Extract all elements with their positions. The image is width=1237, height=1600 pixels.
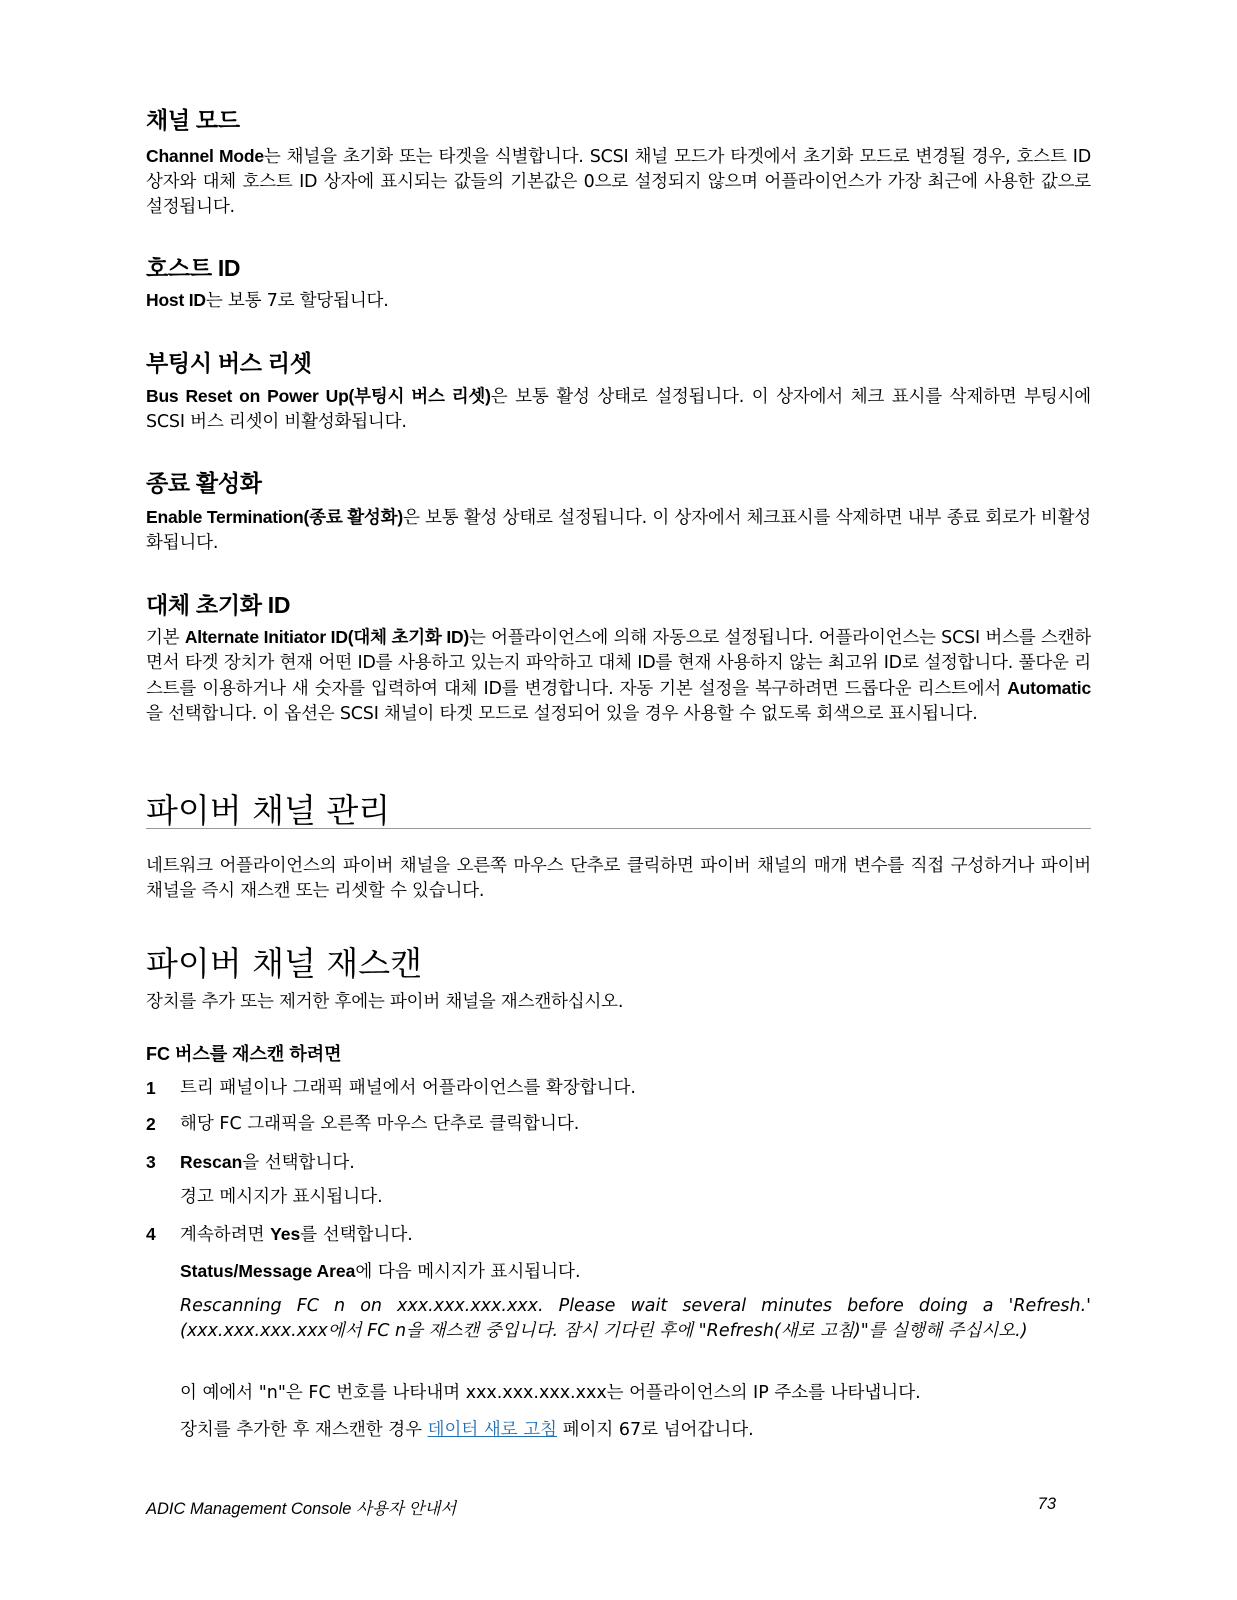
term-termination: Enable Termination(종료 활성화)	[146, 507, 403, 527]
paragraph-fibre-mgmt: 네트워크 어플라이언스의 파이버 채널을 오른쪽 마우스 단추로 클릭하면 파이버 채널의 매개 변수를 직접 구성하거나 파이버 채널을 즉시 재스캔 또는 리셋할 수 있습니다.	[146, 856, 1091, 901]
step-3-note: 경고 메시지가 표시됩니다.	[180, 1187, 383, 1207]
paragraph-host-id	[146, 288, 1091, 314]
step-text	[180, 1150, 1091, 1176]
page-number: 73	[1037, 1495, 1056, 1513]
status-area-text: 에 다음 메시지가 표시됩니다.	[355, 1262, 581, 1282]
text-alt-initiator-2: 을 선택합니다. 이 옵션은 SCSI 채널이 타겟 모드로 설정되어 있을 경우 사용할 수 없도록 회색으로 표시됩니다.	[146, 704, 978, 724]
heading-bus-reset: 부팅시 버스 리셋	[146, 350, 312, 376]
text-alt-initiator-pre: 기본	[146, 628, 185, 648]
rescan-message: Rescanning FC n on xxx.xxx.xxx.xxx. Please wait several minutes before doing a 'Refresh.' (xxx.xxx.xxx.xxx에서 FC n을 재스캔 중입니다. 잠시 기다린 후에 "Refresh(새로 고침)"를 실행해 주십시오.)	[180, 1296, 1091, 1341]
heading-termination: 종료 활성화	[146, 470, 262, 496]
procedure-heading: FC 버스를 재스캔 하려면	[146, 1044, 342, 1064]
text-bus-reset: 은 보통 활성 상태로 설정됩니다. 이 상자에서 체크 표시를 삭제하면 부팅시에 SCSI 버스 리셋이 비활성화됩니다.	[146, 387, 1091, 432]
paragraph-alt-initiator	[146, 625, 1091, 727]
status-area-line	[180, 1259, 1091, 1285]
step-number: 2	[146, 1114, 156, 1134]
step-number: 1	[146, 1078, 156, 1098]
text-channel-mode: 는 채널을 초기화 또는 타겟을 식별합니다. SCSI 채널 모드가 타겟에서 초기화 모드로 변경될 경우, 호스트 ID 상자와 대체 호스트 ID 상자에 표시되는 값들의 기본값은 0으로 설정되지 않으며 어플라이언스가 가장 최근에 사용한 값으로 설정됩니다.	[146, 147, 1091, 217]
footer-title: ADIC Management Console 사용자 안내서	[146, 1500, 457, 1518]
term-rescan: Rescan	[180, 1152, 243, 1172]
term-status-area: Status/Message Area	[180, 1261, 356, 1281]
after-rescan-note	[180, 1418, 1091, 1443]
step-number: 4	[146, 1224, 156, 1244]
refresh-data-link[interactable]: 데이터 새로 고침	[427, 1420, 558, 1440]
heading-fibre-mgmt: 파이버 채널 관리	[146, 791, 391, 830]
heading-host-id: 호스트 ID	[146, 255, 241, 281]
term-automatic: Automatic	[1007, 678, 1091, 698]
paragraph-channel-mode	[146, 144, 1091, 220]
after-post: 페이지 67로 넘어갑니다.	[557, 1420, 754, 1440]
step-text	[180, 1222, 1091, 1248]
heading-fibre-rescan: 파이버 채널 재스캔	[146, 944, 423, 983]
step-text: 해당 FC 그래픽을 오른쪽 마우스 단추로 클릭합니다.	[180, 1114, 580, 1134]
text-host-id: 는 보통 7로 할당됩니다.	[205, 291, 389, 311]
paragraph-fibre-rescan: 장치를 추가 또는 제거한 후에는 파이버 채널을 재스캔하십시오.	[146, 992, 624, 1012]
step-text: 트리 패널이나 그래픽 패널에서 어플라이언스를 확장합니다.	[180, 1078, 636, 1098]
example-note: 이 예에서 "n"은 FC 번호를 나타내며 xxx.xxx.xxx.xxx는 어플라이언스의 IP 주소를 나타냅니다.	[180, 1383, 921, 1403]
page-footer	[146, 1495, 1091, 1519]
step-number: 3	[146, 1152, 156, 1172]
step-text-post: 을 선택합니다.	[242, 1153, 355, 1173]
term-channel-mode: Channel Mode	[146, 146, 264, 166]
term-host-id: Host ID	[146, 290, 206, 310]
step-text-post: 를 선택합니다.	[300, 1225, 413, 1245]
step-text-pre: 계속하려면	[180, 1225, 271, 1245]
term-yes: Yes	[270, 1224, 301, 1244]
term-bus-reset: Bus Reset on Power Up(부팅시 버스 리셋)	[146, 386, 491, 406]
term-alt-initiator: Alternate Initiator ID(대체 초기화 ID)	[184, 627, 470, 647]
heading-alt-initiator: 대체 초기화 ID	[146, 592, 291, 618]
paragraph-termination	[146, 505, 1091, 556]
text-termination: 은 보통 활성 상태로 설정됩니다. 이 상자에서 체크표시를 삭제하면 내부 종료 회로가 비활성화됩니다.	[146, 508, 1091, 553]
divider	[146, 828, 1091, 829]
after-pre: 장치를 추가한 후 재스캔한 경우	[180, 1420, 428, 1440]
heading-channel-mode: 채널 모드	[146, 107, 240, 133]
text-alt-initiator: 는 어플라이언스에 의해 자동으로 설정됩니다. 어플라이언스는 SCSI 버스를 스캔하면서 타겟 장치가 현재 어떤 ID를 사용하고 있는지 파악하고 대체 ID를 현재 사용하지 않는 최고위 ID로 설정합니다. 풀다운 리스트를 이용하거나 새 숫자를 입력하여 대체 ID를 변경합니다. 자동 기본 설정을 복구하려면 드롭다운 리스트에서	[146, 628, 1092, 699]
paragraph-bus-reset	[146, 384, 1091, 435]
